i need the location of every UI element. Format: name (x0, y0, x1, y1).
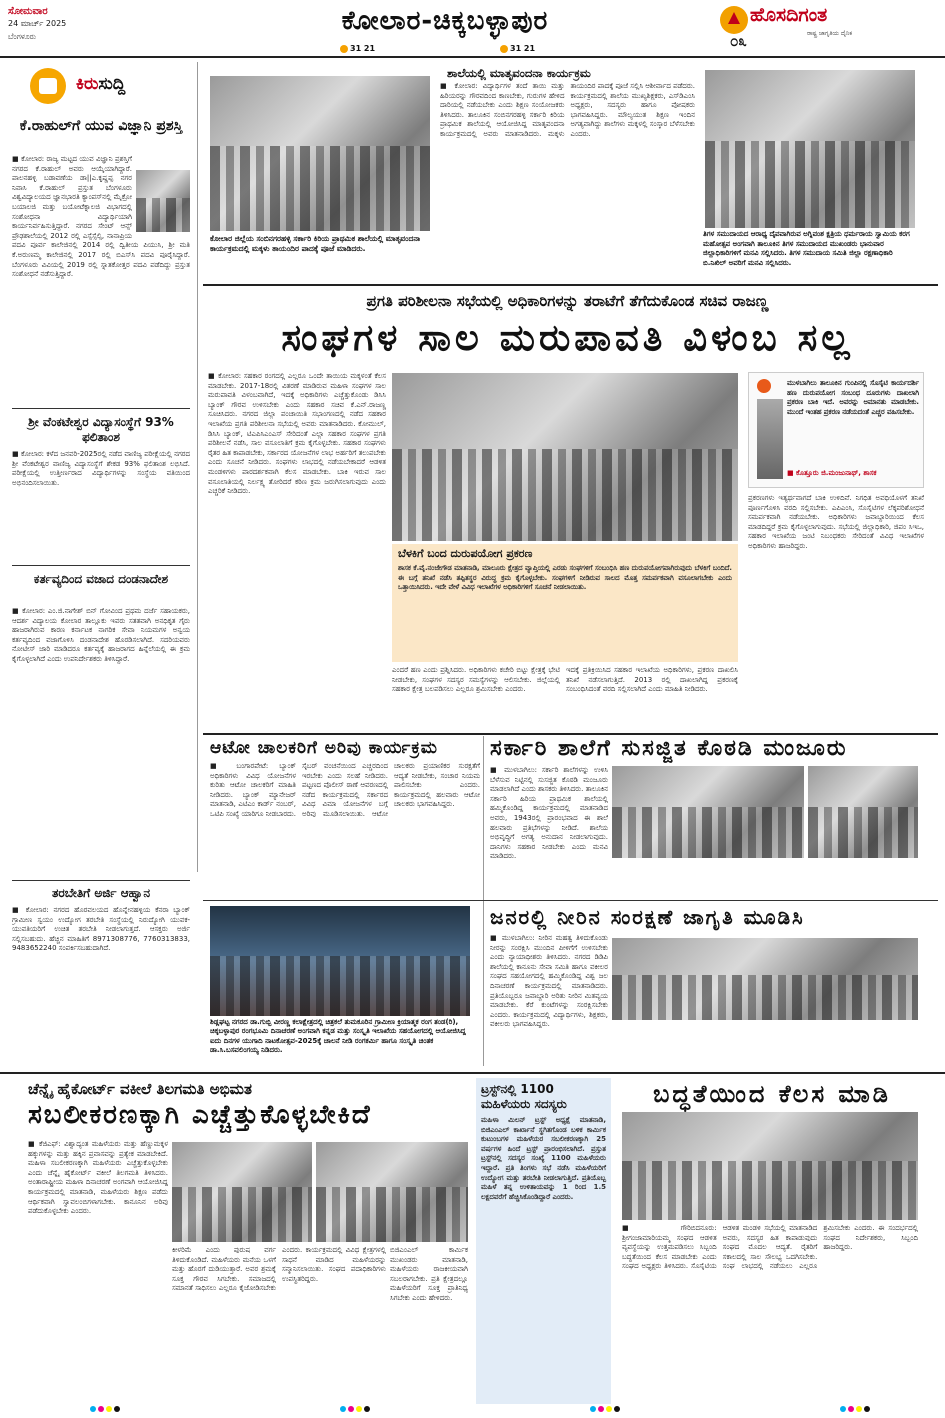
drama-photo-caption: ಶಿಡ್ಲಘಟ್ಟ ನಗರದ ಡಾ.ಗುಬ್ಬಿ ವೀರಣ್ಣ ಕಲಾಕ್ಷೇತ್ರದಲ್ಲಿ ಚಿತ್ರಕಲೆ ತುಮಕೂರಿನ ಗ್ರಾಮೀಣ ಕ್ರಿಯಾತ್ಮಕ ರಂಗ ತಂಡ(ರಿ), ಚಿಕ್ಕಬಳ್ಳಾಪುರ ರಂಗಭೂಮಿ ದಿನಾಚರಣೆ ಅಂಗವಾಗಿ ಕನ್ನಡ ಮತ್ತು ಸಂಸ್ಕೃತಿ ಇಲಾಖೆಯ ಸಹಯೋಗದಲ್ಲಿ ಆಯೋಜಿಸಿದ್ದ ಐದು ದಿನಗಳ ಯುಗಾದಿ ನಾಟಕೋತ್ಸವ-2025ಕ್ಕೆ ಚಾಲನೆ ನೀಡಿ ರಂಗಕರ್ಮಿ ಹಾಗೂ ಸಂಸ್ಕೃತಿ ಚಿಂತಕ ಡಾ.ಸಿ.ಬಸವಲಿಂಗಯ್ಯ ನಿಡಿದರು. (210, 1018, 466, 1055)
school-body: ■ ಮುಳಬಾಗಿಲು: ಸರ್ಕಾರಿ ಶಾಲೆಗಳನ್ನು ಉಳಿಸಿ ಬೆಳೆಸುವ ನಿಟ್ಟಿನಲ್ಲಿ ಸುಸಜ್ಜಿತ ಕೊಠಡಿ ಮಂಜೂರು ಮಾಡಲಾಗಿದೆ ಎಂದು ಶಾಸಕರು ತಿಳಿಸಿದರು. ತಾಲೂಕಿನ ಸರ್ಕಾರಿ ಹಿರಿಯ ಪ್ರಾಥಮಿಕ ಶಾಲೆಯಲ್ಲಿ ಹಮ್ಮಿಕೊಂಡಿದ್ದ ಕಾರ್ಯಕ್ರಮದಲ್ಲಿ ಮಾತನಾಡಿದ ಅವರು, 1943ರಲ್ಲಿ ಪ್ರಾರಂಭವಾದ ಈ ಶಾಲೆ ಹಲವಾರು ಪ್ರತಿಭೆಗಳನ್ನು ನೀಡಿದೆ. ಶಾಲೆಯ ಅಭಿವೃದ್ಧಿಗೆ ಅಗತ್ಯ ಅನುದಾನ ನೀಡಲಾಗುವುದು. ದಾನಿಗಳು ಸಹಕಾರ ನೀಡಬೇಕು ಎಂದು ಮನವಿ ಮಾಡಿದರು. (490, 766, 608, 861)
date-box (8, 6, 148, 42)
main-body-right: ಇದಕ್ಕೆ ಪ್ರತಿಕ್ರಿಯಿಸಿದ ಸಹಕಾರ ಇಲಾಖೆಯ ಅಧಿಕಾರಿಗಳು, ಪ್ರಕರಣ ದಾಖಲಿಸಿ ತನಿಖೆ ನಡೆಸಲಾಗುತ್ತಿದೆ. 2013 ರಲ್ಲಿ ದಾಖಲಾಗಿದ್ದ ಪ್ರಕರಣಕ್ಕೆ ಸಂಬಂಧಿಸಿದಂತೆ ವರದಿ ಸಲ್ಲಿಸಲಾಗಿದೆ ಎಂದು ಮಾಹಿತಿ ನೀಡಿದರು. (566, 666, 738, 694)
hand-icon (39, 78, 57, 94)
weekday: ಸೋಮವಾರ (8, 6, 48, 17)
main-body-left: ■ ಕೋಲಾರ: ಸಹಕಾರ ರಂಗದಲ್ಲಿ ಎಲ್ಲರೂ ಒಂದೇ ತಾಯಿಯ ಮಕ್ಕಳಂತೆ ಕೆಲಸ ಮಾಡಬೇಕು. 2017-18ರಲ್ಲಿ ವಿತರಣೆ ಮಾಡಿರುವ ಮಹಿಳಾ ಸಂಘಗಳ ಸಾಲ ಮರುಪಾವತಿ ವಿಳಂಬವಾಗಿದೆ, ಇದಕ್ಕೆ ಅಧಿಕಾರಿಗಳು ಎಚ್ಚೆತ್ತುಕೊಂಡು ಡಿಸಿಸಿ ಬ್ಯಾಂಕ್ ಗೌರವ ಉಳಿಸಬೇಕು ಎಂದು ಸಹಕಾರ ಸಚಿವ ಕೆ.ಎನ್.ರಾಜಣ್ಣ ಸೂಚಿಸಿದರು. ನಗರದ ಜಿಲ್ಲಾ ಪಂಚಾಯಿತಿ ಸಭಾಂಗಣದಲ್ಲಿ ನಡೆದ ಸಹಕಾರ ಇಲಾಖೆಯ ಪ್ರಗತಿ ಪರಿಶೀಲನಾ ಸಭೆಯಲ್ಲಿ ಅವರು ಮಾತನಾಡಿದರು. ಕೋಮುಲ್, ಡಿಸಿಸಿ ಬ್ಯಾಂಕ್, ಟಿಎಪಿಸಿಎಂಎಸ್ ಸೇರಿದಂತೆ ಎಲ್ಲಾ ಸಹಕಾರ ಸಂಘಗಳ ಪ್ರಗತಿ ಪರಿಶೀಲನೆ ನಡೆಸಿ, ಸಾಲ ವಸೂಲಾತಿಗೆ ಕ್ರಮ ಕೈಗೊಳ್ಳಬೇಕು. ಸಹಕಾರ ಸಂಘಗಳು ರೈತರ ಹಿತ ಕಾಪಾಡಬೇಕು, ಸರ್ಕಾರದ ಯೋಜನೆಗಳ ಲಾಭ ಅರ್ಹರಿಗೆ ತಲುಪಬೇಕು ಎಂದು ಸೂಚನೆ ನೀಡಿದರು. ಸಂಘಗಳು ಲಾಭದಲ್ಲಿ ನಡೆಯಬೇಕಾದರೆ ಆಡಳಿತ ಮಂಡಳಿಗಳು ಪಾರದರ್ಶಕವಾಗಿ ಕೆಲಸ ಮಾಡಬೇಕು. ಬಾಕಿ ಇರುವ ಸಾಲ ವಸೂಲಾತಿಯಲ್ಲಿ ನಿರ್ಲಕ್ಷ್ಯ ತೋರಿದರೆ ಕಠಿಣ ಕ್ರಮ ಜರುಗಿಸಲಾಗುವುದು ಎಂದು ಎಚ್ಚರಿಕೆ ನೀಡಿದರು. (208, 372, 386, 496)
left-story1-text: ■ ಕೋಲಾರ: ರಾಜ್ಯ ಮಟ್ಟದ ಯುವ ವಿಜ್ಞಾನಿ ಪ್ರಶಸ್ತಿಗೆ ನಗರದ ಕೆ.ರಾಹುಲ್ ಅವರು ಆಯ್ಕೆಯಾಗಿದ್ದಾರೆ. ಪಾಲನಹಳ್ಳಿ ಬಡಾವಣೆಯ ಡಾ||ಎ.ಕೃಷ್ಣಪ್ಪ ನಗರ ನಿವಾಸಿ ಕೆ.ರಾಹುಲ್ ಪ್ರಸ್ತುತ ಬೆಂಗಳೂರು ವಿಶ್ವವಿದ್ಯಾಲಯದ ಜ್ಞಾನಭಾರತಿ ಕ್ಯಾಂಪಸ್‌ನಲ್ಲಿ ಮೈಕ್ರೋ ಬಯಾಲಜಿ ಮತ್ತು ಬಯೋಟೆಕ್ನಾಲಜಿ ವಿಭಾಗದಲ್ಲಿ ಸಂಶೋಧನಾ ವಿದ್ಯಾರ್ಥಿಯಾಗಿ ಕಾರ್ಯನಿರ್ವಹಿಸುತ್ತಿದ್ದಾರೆ. ನಗರದ ಸೇಂಟ್ ಆನ್ಸ್ ಪ್ರೌಢಶಾಲೆಯಲ್ಲಿ 2012 ರಲ್ಲಿ ಎಸ್ಸೆಸ್ಸೆಲ್ಸಿ, ನಾನಾಪ್ರಿಯ ಪದವಿ ಪೂರ್ವ ಕಾಲೇಜಿನಲ್ಲಿ 2014 ರಲ್ಲಿ ದ್ವಿತೀಯ ಪಿಯುಸಿ, ಶ್ರೀ ಮತಿ ಕೆ.ಅರುಣಮ್ಮ ಕಾಲೇಜಿನಲ್ಲಿ 2017 ರಲ್ಲಿ ಬಿಎಸ್‌ಸಿ ಪದವಿ ಪೂರೈಸಿದ್ದಾರೆ. ಬೆಂಗಳೂರು ವಿವಿಯಲ್ಲಿ 2019 ರಲ್ಲಿ ಸ್ನಾತಕೋತ್ತರ ಪದವಿ ಪಡೆದಿದ್ದು ಪ್ರಸ್ತುತ ಸಂಶೋಧನೆ ನಡೆಸುತ್ತಿದ್ದಾರೆ. (12, 155, 190, 279)
kirusuddi-word (76, 74, 125, 94)
work-body: ■ ಗೌರಿಬಿದನೂರು: ಶ್ರೀಗಂಜಾಮಾರಿಯಮ್ಮ ಸಂಘದ ಆಡಳಿತ ವ್ಯವಸ್ಥೆಯನ್ನು ಉತ್ತಮಪಡಿಸಲು ಸಿಬ್ಬಂದಿ ಬದ್ಧತೆಯಿಂದ ಕೆಲಸ ಮಾಡಬೇಕು ಎಂದು ಸಂಘದ ಅಧ್ಯಕ್ಷರು ತಿಳಿಸಿದರು. ಸೊಸೈಟಿಯ ಆಡಳಿತ ಮಂಡಳಿ ಸಭೆಯಲ್ಲಿ ಮಾತನಾಡಿದ ಅವರು, ಸದಸ್ಯರ ಹಿತ ಕಾಪಾಡುವುದು ಸಂಘದ ಮೊದಲ ಆದ್ಯತೆ. ರೈತರಿಗೆ ಸಕಾಲದಲ್ಲಿ ಸಾಲ ಸೌಲಭ್ಯ ಒದಗಿಸಬೇಕು. ಸಂಘ ಲಾಭದಲ್ಲಿ ನಡೆಯಲು ಎಲ್ಲರೂ ಶ್ರಮಿಸಬೇಕು ಎಂದರು. ಈ ಸಂದರ್ಭದಲ್ಲಿ ಸಂಘದ ನಿರ್ದೇಶಕರು, ಸಿಬ್ಬಂದಿ ಹಾಜರಿದ್ದರು. (622, 1224, 918, 1271)
top-photo1-caption: ಕೋಲಾರ ಜಿಲ್ಲೆಯ ಸಂಬಿನಗರಹಳ್ಳಿ ಸರ್ಕಾರಿ ಕಿರಿಯ ಪ್ರಾಥಮಿಕ ಶಾಲೆಯಲ್ಲಿ ಮಾತೃವಂದನಾ ಕಾರ್ಯಕ್ರಮದಲ್ಲಿ ಮಕ್ಕಳು ತಾಯಂದಿರ ಪಾದಕ್ಕೆ ಪೂಜೆ ಮಾಡಿದರು. (210, 234, 421, 253)
issue-date: 24 ಮಾರ್ಚ್ 2025 (8, 19, 67, 28)
left-story1-head: ಕೆ.ರಾಹುಲ್‌ಗೆ ಯುವ ವಿಜ್ಞಾನಿ ಪ್ರಶಸ್ತಿ (19, 118, 183, 134)
kirusuddi-label-b: ಸುದ್ದಿ (98, 74, 126, 94)
top-photo-school (210, 76, 430, 231)
weather-left (340, 44, 375, 53)
main-body-center: ಎಂದರೆ ಹಣ ಎಂದು ಪ್ರಶ್ನಿಸಿದರು. ಅಧಿಕಾರಿಗಳು ಕಚೇರಿ ಬಿಟ್ಟು ಕ್ಷೇತ್ರಕ್ಕೆ ಭೇಟಿ ನೀಡಬೇಕು, ಸಂಘಗಳ ಸದಸ್ಯರ ಸಮಸ್ಯೆಗಳನ್ನು ಆಲಿಸಬೇಕು. ಜಿಲ್ಲೆಯಲ್ಲಿ ಸಹಕಾರ ಕ್ಷೇತ್ರ ಬಲಪಡಿಸಲು ಎಲ್ಲರೂ ಶ್ರಮಿಸಬೇಕು ಎಂದರು. (392, 666, 560, 694)
school-photo-1 (612, 766, 804, 858)
main-photo-meeting (392, 373, 738, 541)
school-head: ಸರ್ಕಾರಿ ಶಾಲೆಗೆ ಸುಸಜ್ಜಿತ ಕೊಠಡಿ ಮಂಜೂರು (490, 736, 848, 761)
left-story1-body (12, 155, 190, 403)
brand-logo-icon (720, 6, 748, 34)
top-story-head: ಶಾಲೆಯಲ್ಲಿ ಮಾತೃವಂದನಾ ಕಾರ್ಯಕ್ರಮ (447, 66, 591, 80)
quote-author: ■ ಕೊತ್ತೂರು ಜಿ.ಮಂಜುನಾಥ್, ಶಾಸಕ (787, 469, 877, 477)
weather-right (500, 44, 535, 53)
misuse-box (392, 544, 738, 662)
left-story3-body: ■ ಕೋಲಾರ: ಎಂ.ಜಿ.ನಾಗೇಶ್ ಬಿನ್ ಗೋವಿಂದ ಪ್ರಥಮ ದರ್ಜೆ ಸಹಾಯಕರು, ಆದರ್ಶ ವಿದ್ಯಾಲಯ ಕೋಲಾರ ತಾಲ್ಲೂಕು ಇವರು ಸತತವಾಗಿ ಅನಧಿಕೃತ ಗೈರು ಹಾಜರಾಗಿರುವ ಕಾರಣ ಕರ್ನಾಟಕ ನಾಗರಿಕ ಸೇವಾ ನಿಯಮಗಳ ಅನ್ವಯ ಕರ್ತವ್ಯದಿಂದ ವಜಾಗೊಳಿಸಿ ದಂಡನಾದೇಶ ಹೊರಡಿಸಲಾಗಿದೆ. ಸದರಿಯವರು ನೋಟೀಸ್ ಜಾರಿ ಮಾಡಿದರೂ ಕರ್ತವ್ಯಕ್ಕೆ ಹಾಜರಾಗದ ಹಿನ್ನೆಲೆಯಲ್ಲಿ ಈ ಕ್ರಮ ಕೈಗೊಳ್ಳಲಾಗಿದೆ ಎಂದು ಉಪನಿರ್ದೇಶಕರು ತಿಳಿಸಿದ್ದಾರೆ. (12, 607, 190, 663)
auto-head: ಆಟೋ ಚಾಲಕರಿಗೆ ಅರಿವು ಕಾರ್ಯಕ್ರಮ (210, 738, 438, 758)
misuse-box-head: ಬೆಳಕಿಗೆ ಬಂದ ದುರುಪಯೋಗ ಪ್ರಕರಣ (398, 547, 533, 560)
brand-tagline: ರಾಷ್ಟ್ರ ಜಾಗೃತಿಯ ದೈನಿಕ (807, 30, 853, 37)
page-number: ೦೩ (730, 32, 747, 50)
water-photo (612, 938, 918, 1020)
empower-photo-2 (316, 1142, 468, 1242)
left-story3-head: ಕರ್ತವ್ಯದಿಂದ ವಜಾದ ದಂಡನಾದೇಶ (33, 572, 169, 586)
water-head: ಜನರಲ್ಲಿ ನೀರಿನ ಸಂರಕ್ಷಣೆ ಜಾಗೃತಿ ಮೂಡಿಸಿ (490, 905, 805, 929)
hand-icon-circle (30, 68, 66, 104)
top-story-body: ■ ಕೋಲಾರ: ವಿದ್ಯಾರ್ಥಿಗಳ ತಂದೆ ತಾಯಿ ಮತ್ತು ಹಿರಿಯರನ್ನು ಗೌರವದಿಂದ ಕಾಣಬೇಕು, ಗುರುಗಳ ಹೇಳಿದ ದಾರಿಯಲ್ಲಿ ನಡೆಯಬೇಕು ಎಂದು ಶಿಕ್ಷಣ ಸಂಯೋಜಕರು ತಿಳಿಸಿದರು. ತಾಲೂಕಿನ ಸಂಬಿನಗರಹಳ್ಳಿ ಸರ್ಕಾರಿ ಕಿರಿಯ ಪ್ರಾಥಮಿಕ ಶಾಲೆಯಲ್ಲಿ ಆಯೋಜಿಸಿದ್ದ ಮಾತೃವಂದನಾ ಕಾರ್ಯಕ್ರಮದಲ್ಲಿ ಅವರು ಮಾತನಾಡಿದರು. ಮಕ್ಕಳು ತಾಯಂದಿರ ಪಾದಕ್ಕೆ ಪೂಜೆ ಸಲ್ಲಿಸಿ ಆಶೀರ್ವಾದ ಪಡೆದರು. ಕಾರ್ಯಕ್ರಮದಲ್ಲಿ ಶಾಲೆಯ ಮುಖ್ಯಶಿಕ್ಷಕರು, ಎಸ್‌ಡಿಎಂಸಿ ಅಧ್ಯಕ್ಷರು, ಸದಸ್ಯರು ಹಾಗೂ ಪೋಷಕರು ಭಾಗವಹಿಸಿದ್ದರು. ಮೌಲ್ಯಯುತ ಶಿಕ್ಷಣ ಇಂದಿನ ಅಗತ್ಯವಾಗಿದ್ದು ಶಾಲೆಗಳು ಮಕ್ಕಳಲ್ಲಿ ಸಂಸ್ಕಾರ ಬೆಳೆಸಬೇಕು ಎಂದರು. (440, 82, 695, 138)
kirusuddi-logo (30, 68, 180, 106)
misuse-box-body: ಶಾಸಕ ಕೆ.ವೈ.ನಂಜೇಗೌಡ ಮಾತನಾಡಿ, ಮಾಲೂರು ಕ್ಷೇತ್ರದ ವ್ಯಾಪ್ತಿಯಲ್ಲಿ ಎರಡು ಸಂಘಗಳಿಗೆ ಸಂಬಂಧಿಸಿ ಹಣ ದುರುಪಯೋಗವಾಗಿರುವುದು ಬೆಳಕಿಗೆ ಬಂದಿದೆ. ಈ ಬಗ್ಗೆ ತನಿಖೆ ನಡೆಸಿ ತಪ್ಪಿತಸ್ಥರ ವಿರುದ್ಧ ಕ್ರಮ ಕೈಗೊಳ್ಳಬೇಕು. ಸಂಘಗಳಿಗೆ ನೀಡಿರುವ ಸಾಲದ ಮೊತ್ತ ಸಮರ್ಪಕವಾಗಿ ವಸೂಲಾಗಬೇಕು ಎಂದು ಒತ್ತಾಯಿಸಿದರು. ಇದೇ ವೇಳೆ ವಿವಿಧ ಇಲಾಖೆಗಳ ಅಧಿಕಾರಿಗಳಿಗೆ ಸೂಚನೆ ನೀಡಲಾಯಿತು. (398, 564, 732, 592)
edition-city: ಬೆಂಗಳೂರು (8, 32, 37, 41)
empower-body-mid: ಕೀಳರಿಮೆ ಎಂದು ಪುರುಷ ವರ್ಗ ತಿಳಿದುಕೊಂಡಿದೆ. ಮಹಿಳೆಯರು ಮನೆಯ ಒಳಗೆ ಮತ್ತು ಹೊರಗೆ ದುಡಿಯುತ್ತಾರೆ. ಅವರ ಶ್ರಮಕ್ಕೆ ಸೂಕ್ತ ಗೌರವ ಸಿಗಬೇಕು. ಸಮಾಜದಲ್ಲಿ ಸಮಾನತೆ ಸಾಧಿಸಲು ಎಲ್ಲರೂ ಕೈಜೋಡಿಸಬೇಕು ಎಂದರು. ಕಾರ್ಯಕ್ರಮದಲ್ಲಿ ವಿವಿಧ ಕ್ಷೇತ್ರಗಳಲ್ಲಿ ಸಾಧನೆ ಮಾಡಿದ ಮಹಿಳೆಯರನ್ನು ಸನ್ಮಾನಿಸಲಾಯಿತು. ಸಂಘದ ಪದಾಧಿಕಾರಿಗಳು ಉಪಸ್ಥಿತರಿದ್ದರು. (172, 1246, 386, 1293)
quote-text: ಮುಳಬಾಗಿಲು ತಾಲೂಕಿನ ಗುಂಪಿನಲ್ಲಿ ಸೊಸೈಟಿ ಕಾರ್ಯದರ್ಶಿ ಹಣ ದುರುಪಯೋಗ ಸಂಬಂಧ ದೂರುಗಳು ದಾಖಲಾಗಿ ಪ್ರಕರಣ ಬಾಕಿ ಇದೆ. ಅವರನ್ನು ಅಮಾನತು ಮಾಡಬೇಕು. ಮುಂದೆ ಇಂತಹ ಪ್ರಕರಣ ನಡೆಯದಂತೆ ಎಚ್ಚರ ವಹಿಸಬೇಕು. (787, 379, 919, 416)
trust-head: ಟ್ರಸ್ಟ್‌ನಲ್ಲಿ 1100 ಮಹಿಳೆಯರು ಸದಸ್ಯರು (481, 1082, 567, 1111)
left-story4-head: ತರಬೇತಿಗೆ ಅರ್ಜಿ ಆಹ್ವಾನ (51, 886, 150, 900)
weather-left-temps: 31 21 (350, 44, 376, 53)
auto-body: ■ ಬಂಗಾರಪೇಟೆ: ಬ್ಯಾಂಕ್ ಅಧಿಕಾರಿಗಳು ವಿವಿಧ ಯೋಜನೆಗಳ ಕುರಿತು ಆಟೋ ಚಾಲಕರಿಗೆ ಮಾಹಿತಿ ನೀಡಿದರು. ಬ್ಯಾಂಕ್ ಮ್ಯಾನೇಜರ್ ಮಾತನಾಡಿ, ಎಟಿಎಂ ಕಾರ್ಡ್ ನಂಬರ್, ಒಟಿಪಿ ಸಂಖ್ಯೆ ಯಾರಿಗೂ ನೀಡಬಾರದು. ಸೈಬರ್ ವಂಚನೆಯಿಂದ ಎಚ್ಚರದಿಂದ ಇರಬೇಕು ಎಂದು ಸಲಹೆ ನೀಡಿದರು. ಪಟ್ಟಣದ ಪೊಲೀಸ್ ಠಾಣೆ ಆವರಣದಲ್ಲಿ ನಡೆದ ಕಾರ್ಯಕ್ರಮದಲ್ಲಿ ಸರ್ಕಾರದ ವಿವಿಧ ವಿಮಾ ಯೋಜನೆಗಳ ಬಗ್ಗೆ ಅರಿವು ಮೂಡಿಸಲಾಯಿತು. ಆಟೋ ಚಾಲಕರು ಪ್ರಯಾಣಿಕರ ಸುರಕ್ಷತೆಗೆ ಆದ್ಯತೆ ನೀಡಬೇಕು, ಸಂಚಾರ ನಿಯಮ ಪಾಲಿಸಬೇಕು ಎಂದರು. ಕಾರ್ಯಕ್ರಮದಲ್ಲಿ ಹಲವಾರು ಆಟೋ ಚಾಲಕರು ಭಾಗವಹಿಸಿದ್ದರು. (210, 762, 480, 818)
work-photo (622, 1112, 918, 1220)
left-story2-body: ■ ಕೋಲಾರ: ಕಳೆದ ಜನವರಿ-2025ರಲ್ಲಿ ನಡೆದ ವಾಣಿಜ್ಯ ಪರೀಕ್ಷೆಯಲ್ಲಿ ನಗರದ ಶ್ರೀ ವೆಂಕಟೇಶ್ವರ ವಾಣಿಜ್ಯ ವಿದ್ಯಾಸಂಸ್ಥೆಗೆ ಶೇಕಡ 93% ಫಲಿತಾಂಶ ಲಭಿಸಿದೆ. ಪರೀಕ್ಷೆಯಲ್ಲಿ ಉತ್ತೀರ್ಣರಾದ ವಿದ್ಯಾರ್ಥಿಗಳನ್ನು ಸಂಸ್ಥೆಯ ವತಿಯಿಂದ ಅಭಿನಂದಿಸಲಾಯಿತು. (12, 450, 190, 487)
drama-festival-photo (210, 906, 470, 1016)
top-photo3-caption: ತಿಗಳ ಸಮುದಾಯದ ಆರಾಧ್ಯ ದೈವವಾಗಿರುವ ಅಗ್ನಿವಂಶ ಕ್ಷತ್ರಿಯ ಧರ್ಮರಾಯ ಸ್ವಾಮಿಯ ಕರಗ ಮಹೋತ್ಸವ ಅಂಗವಾಗಿ ತಾಲೂಕಿನ ತಿಗಳ ಸಮುದಾಯದ ಮುಖಂಡರು ಭಾನುವಾರ ಜಿಲ್ಲಾಧಿಕಾರಿಗಳಿಗೆ ಮನವಿ ಸಲ್ಲಿಸಿದರು. ತಿಗಳ ಸಮುದಾಯ ಸಮಿತಿ ಜಿಲ್ಲಾ ರಕ್ಷಣಾಧಿಕಾರಿ ಬಿ.ನಿಖಿಲ್ ಅವರಿಗೆ ಮನವಿ ಸಲ್ಲಿಸಿದರು. (703, 230, 910, 267)
brand-name: ಹೊಸದಿಗಂತ (750, 4, 828, 26)
registration-dots (590, 1406, 620, 1412)
empower-body-right: ಬಿಜಿಎಂಎಲ್ ಕಾರ್ಮಿಕ ಮುಖಂಡರು ಮಾತನಾಡಿ, ಮಹಿಳೆಯರು ರಾಜಕೀಯವಾಗಿ ಸಬಲರಾಗಬೇಕು. ಪ್ರತಿ ಕ್ಷೇತ್ರದಲ್ಲೂ ಮಹಿಳೆಯರಿಗೆ ಸೂಕ್ತ ಪ್ರಾತಿನಿಧ್ಯ ಸಿಗಬೇಕು ಎಂದು ಹೇಳಿದರು. (390, 1246, 468, 1302)
registration-dots (340, 1406, 370, 1412)
water-body: ■ ಮುಳಬಾಗಿಲು: ನೀರಿನ ಮಹತ್ವ ತಿಳಿದುಕೊಂಡು ನೀರನ್ನು ಸಂರಕ್ಷಿಸಿ ಮುಂದಿನ ಪೀಳಿಗೆಗೆ ಉಳಿಸಬೇಕು ಎಂದು ನ್ಯಾಯಾಧೀಶರು ತಿಳಿಸಿದರು. ನಗರದ ಡಿಡಿಪಿ ಶಾಲೆಯಲ್ಲಿ ಕಾನೂನು ಸೇವಾ ಸಮಿತಿ ಹಾಗೂ ವಕೀಲರ ಸಂಘದ ಸಹಯೋಗದಲ್ಲಿ ಹಮ್ಮಿಕೊಂಡಿದ್ದ ವಿಶ್ವ ಜಲ ದಿನಾಚರಣೆ ಕಾರ್ಯಕ್ರಮದಲ್ಲಿ ಮಾತನಾಡಿದರು. ಪ್ರತಿಯೊಬ್ಬರೂ ಜವಾಬ್ದಾರಿ ಅರಿತು ನೀರಿನ ಮಿತವ್ಯಯ ಮಾಡಬೇಕು. ಕೆರೆ ಕುಂಟೆಗಳನ್ನು ಸಂರಕ್ಷಿಸಬೇಕು ಎಂದರು. ಕಾರ್ಯಕ್ರಮದಲ್ಲಿ ವಿದ್ಯಾರ್ಥಿಗಳು, ಶಿಕ್ಷಕರು, ವಕೀಲರು ಭಾಗವಹಿಸಿದ್ದರು. (490, 934, 608, 1029)
left-story4-body: ■ ಕೋಲಾರ: ನಗರದ ಹೊರವಲಯದ ಹೊನ್ನೇನಹಳ್ಳಿಯ ಕೆನರಾ ಬ್ಯಾಂಕ್ ಗ್ರಾಮೀಣ ಸ್ವಯಂ ಉದ್ಯೋಗ ತರಬೇತಿ ಸಂಸ್ಥೆಯಲ್ಲಿ ನಿರುದ್ಯೋಗಿ ಯುವಕ-ಯುವತಿಯರಿಗೆ ಉಚಿತ ತರಬೇತಿ ನೀಡಲಾಗುತ್ತದೆ. ಆಸಕ್ತರು ಅರ್ಜಿ ಸಲ್ಲಿಸಬಹುದು. ಹೆಚ್ಚಿನ ಮಾಹಿತಿಗೆ 8971308776, 7760313833, 9483652240 ಸಂಪರ್ಕಿಸಬಹುದಾಗಿದೆ. (12, 906, 190, 953)
column-divider (197, 62, 198, 872)
mla-portrait (757, 399, 783, 479)
weather-right-temps: 31 21 (510, 44, 536, 53)
quote-box (748, 372, 924, 488)
school-photo-2 (808, 766, 918, 858)
main-headline: ಸಂಘಗಳ ಸಾಲ ಮರುಪಾವತಿ ವಿಳಂಬ ಸಲ್ಲ (281, 316, 854, 359)
left-story2-head: ಶ್ರೀ ವೆಂಕಟೇಶ್ವರ ವಿದ್ಯಾಸಂಸ್ಥೆಗೆ 93% ಫಲಿತಾಂಶ (28, 415, 174, 444)
kirusuddi-label-a: ಕಿರು (76, 74, 99, 94)
top-photo-officials (705, 70, 915, 228)
empower-kicker: ಚೆನ್ನೈ ಹೈಕೋರ್ಟ್ ವಕೀಲೆ ತಿಲಗಮತಿ ಅಭಿಮತ (28, 1080, 252, 1098)
main-side-body: ಪ್ರಕರಣಗಳು ಇತ್ಯರ್ಥವಾಗದೆ ಬಾಕಿ ಉಳಿದಿವೆ. ನಿಗಧಿತ ಅವಧಿಯೊಳಗೆ ತನಿಖೆ ಪೂರ್ಣಗೊಳಿಸಿ ವರದಿ ಸಲ್ಲಿಸಬೇಕು. ಎಪಿಎಂಸಿ, ಸೊಸೈಟಿಗಳ ಲೆಕ್ಕಪರಿಶೋಧನೆ ಸಮರ್ಪಕವಾಗಿ ನಡೆಯಬೇಕು. ಅಧಿಕಾರಿಗಳು ಜವಾಬ್ದಾರಿಯಿಂದ ಕೆಲಸ ಮಾಡದಿದ್ದರೆ ಕ್ರಮ ಕೈಗೊಳ್ಳಲಾಗುವುದು. ಸಭೆಯಲ್ಲಿ ಜಿಲ್ಲಾಧಿಕಾರಿ, ಜಿಪಂ ಸಿಇಒ, ಸಹಕಾರ ಇಲಾಖೆಯ ಜಂಟಿ ನಿಬಂಧಕರು ಸೇರಿದಂತೆ ವಿವಿಧ ಇಲಾಖೆಗಳ ಅಧಿಕಾರಿಗಳು ಹಾಜರಿದ್ದರು. (748, 494, 924, 550)
work-head: ಬದ್ಧತೆಯಿಂದ ಕೆಲಸ ಮಾಡಿ (653, 1080, 891, 1108)
masthead (0, 0, 945, 58)
quote-icon (757, 379, 771, 393)
empower-photo-1 (172, 1142, 312, 1242)
registration-dots (90, 1406, 120, 1412)
trust-body: ಮಹಿಳಾ ಮಿಲನ್ ಟ್ರಸ್ಟ್ ಅಧ್ಯಕ್ಷೆ ಮಾತನಾಡಿ, ಬಿಜಿಎಂಎಲ್ ಕಾರ್ಖಾನೆ ಸ್ಥಗಿತಗೊಂಡ ಬಳಿಕ ಕಾರ್ಮಿಕ ಕುಟುಂಬಗಳ ಮಹಿಳೆಯರ ಸಬಲೀಕರಣಕ್ಕಾಗಿ 25 ವರ್ಷಗಳ ಹಿಂದೆ ಟ್ರಸ್ಟ್ ಪ್ರಾರಂಭಿಸಲಾಗಿದೆ. ಪ್ರಸ್ತುತ ಟ್ರಸ್ಟ್‌ನಲ್ಲಿ ಸದಸ್ಯರ ಸಂಖ್ಯೆ 1100 ಮಹಿಳೆಯರು ಇದ್ದಾರೆ. ಪ್ರತಿ ತಿಂಗಳು ಸಭೆ ನಡೆಸಿ ಮಹಿಳೆಯರಿಗೆ ಉದ್ಯೋಗ ಮತ್ತು ತರಬೇತಿ ನೀಡಲಾಗುತ್ತಿದೆ. ಪ್ರತಿಯೊಬ್ಬ ಮಹಿಳೆ ತನ್ನ ಉಳಿತಾಯವನ್ನು 1 ರಿಂದ 1.5 ಲಕ್ಷದವರೆಗೆ ಹೆಚ್ಚಿಸಿಕೊಂಡಿದ್ದಾರೆ ಎಂದರು. (481, 1116, 606, 1201)
sun-icon (500, 45, 508, 53)
empower-head: ಸಬಲೀಕರಣಕ್ಕಾಗಿ ಎಚ್ಚೆತ್ತುಕೊಳ್ಳಬೇಕಿದೆ (28, 1100, 372, 1130)
main-kicker: ಪ್ರಗತಿ ಪರಿಶೀಲನಾ ಸಭೆಯಲ್ಲಿ ಅಧಿಕಾರಿಗಳನ್ನು ತರಾಟೆಗೆ ತೆಗೆದುಕೊಂಡ ಸಚಿವ ರಾಜಣ್ಣ (366, 292, 769, 310)
trust-box (476, 1078, 611, 1404)
page-title: ಕೋಲಾರ-ಚಿಕ್ಕಬಳ್ಳಾಪುರ (341, 6, 549, 36)
sun-icon (340, 45, 348, 53)
registration-dots (840, 1406, 870, 1412)
empower-body-left: ■ ಕೆಜಿಎಫ್: ವಿಶ್ವಾದ್ಯಂತ ಮಹಿಳೆಯರು ಮತ್ತು ಹೆಣ್ಣುಮಕ್ಕಳ ಹಕ್ಕುಗಳನ್ನು ಮತ್ತು ಹಕ್ಕಿನ ಪ್ರವಾಸವನ್ನು ಪ್ರತ್ಯೇಕ ಮಾಡಬೇಕಿದೆ. ಮಹಿಳಾ ಸಬಲೀಕರಣಕ್ಕಾಗಿ ಮಹಿಳೆಯರು ಎಚ್ಚೆತ್ತುಕೊಳ್ಳಬೇಕು ಎಂದು ಚೆನ್ನೈ ಹೈಕೋರ್ಟ್ ವಕೀಲೆ ತಿಲಗಮತಿ ತಿಳಿಸಿದರು. ಅಂತಾರಾಷ್ಟ್ರೀಯ ಮಹಿಳಾ ದಿನಾಚರಣೆ ಅಂಗವಾಗಿ ಆಯೋಜಿಸಿದ್ದ ಕಾರ್ಯಕ್ರಮದಲ್ಲಿ ಮಾತನಾಡಿ, ಮಹಿಳೆಯರು ಶಿಕ್ಷಣ ಪಡೆದು ಆರ್ಥಿಕವಾಗಿ ಸ್ವಾವಲಂಬಿಗಳಾಗಬೇಕು. ಕಾನೂನಿನ ಅರಿವು ಪಡೆದುಕೊಳ್ಳಬೇಕು ಎಂದರು. (28, 1140, 168, 1216)
